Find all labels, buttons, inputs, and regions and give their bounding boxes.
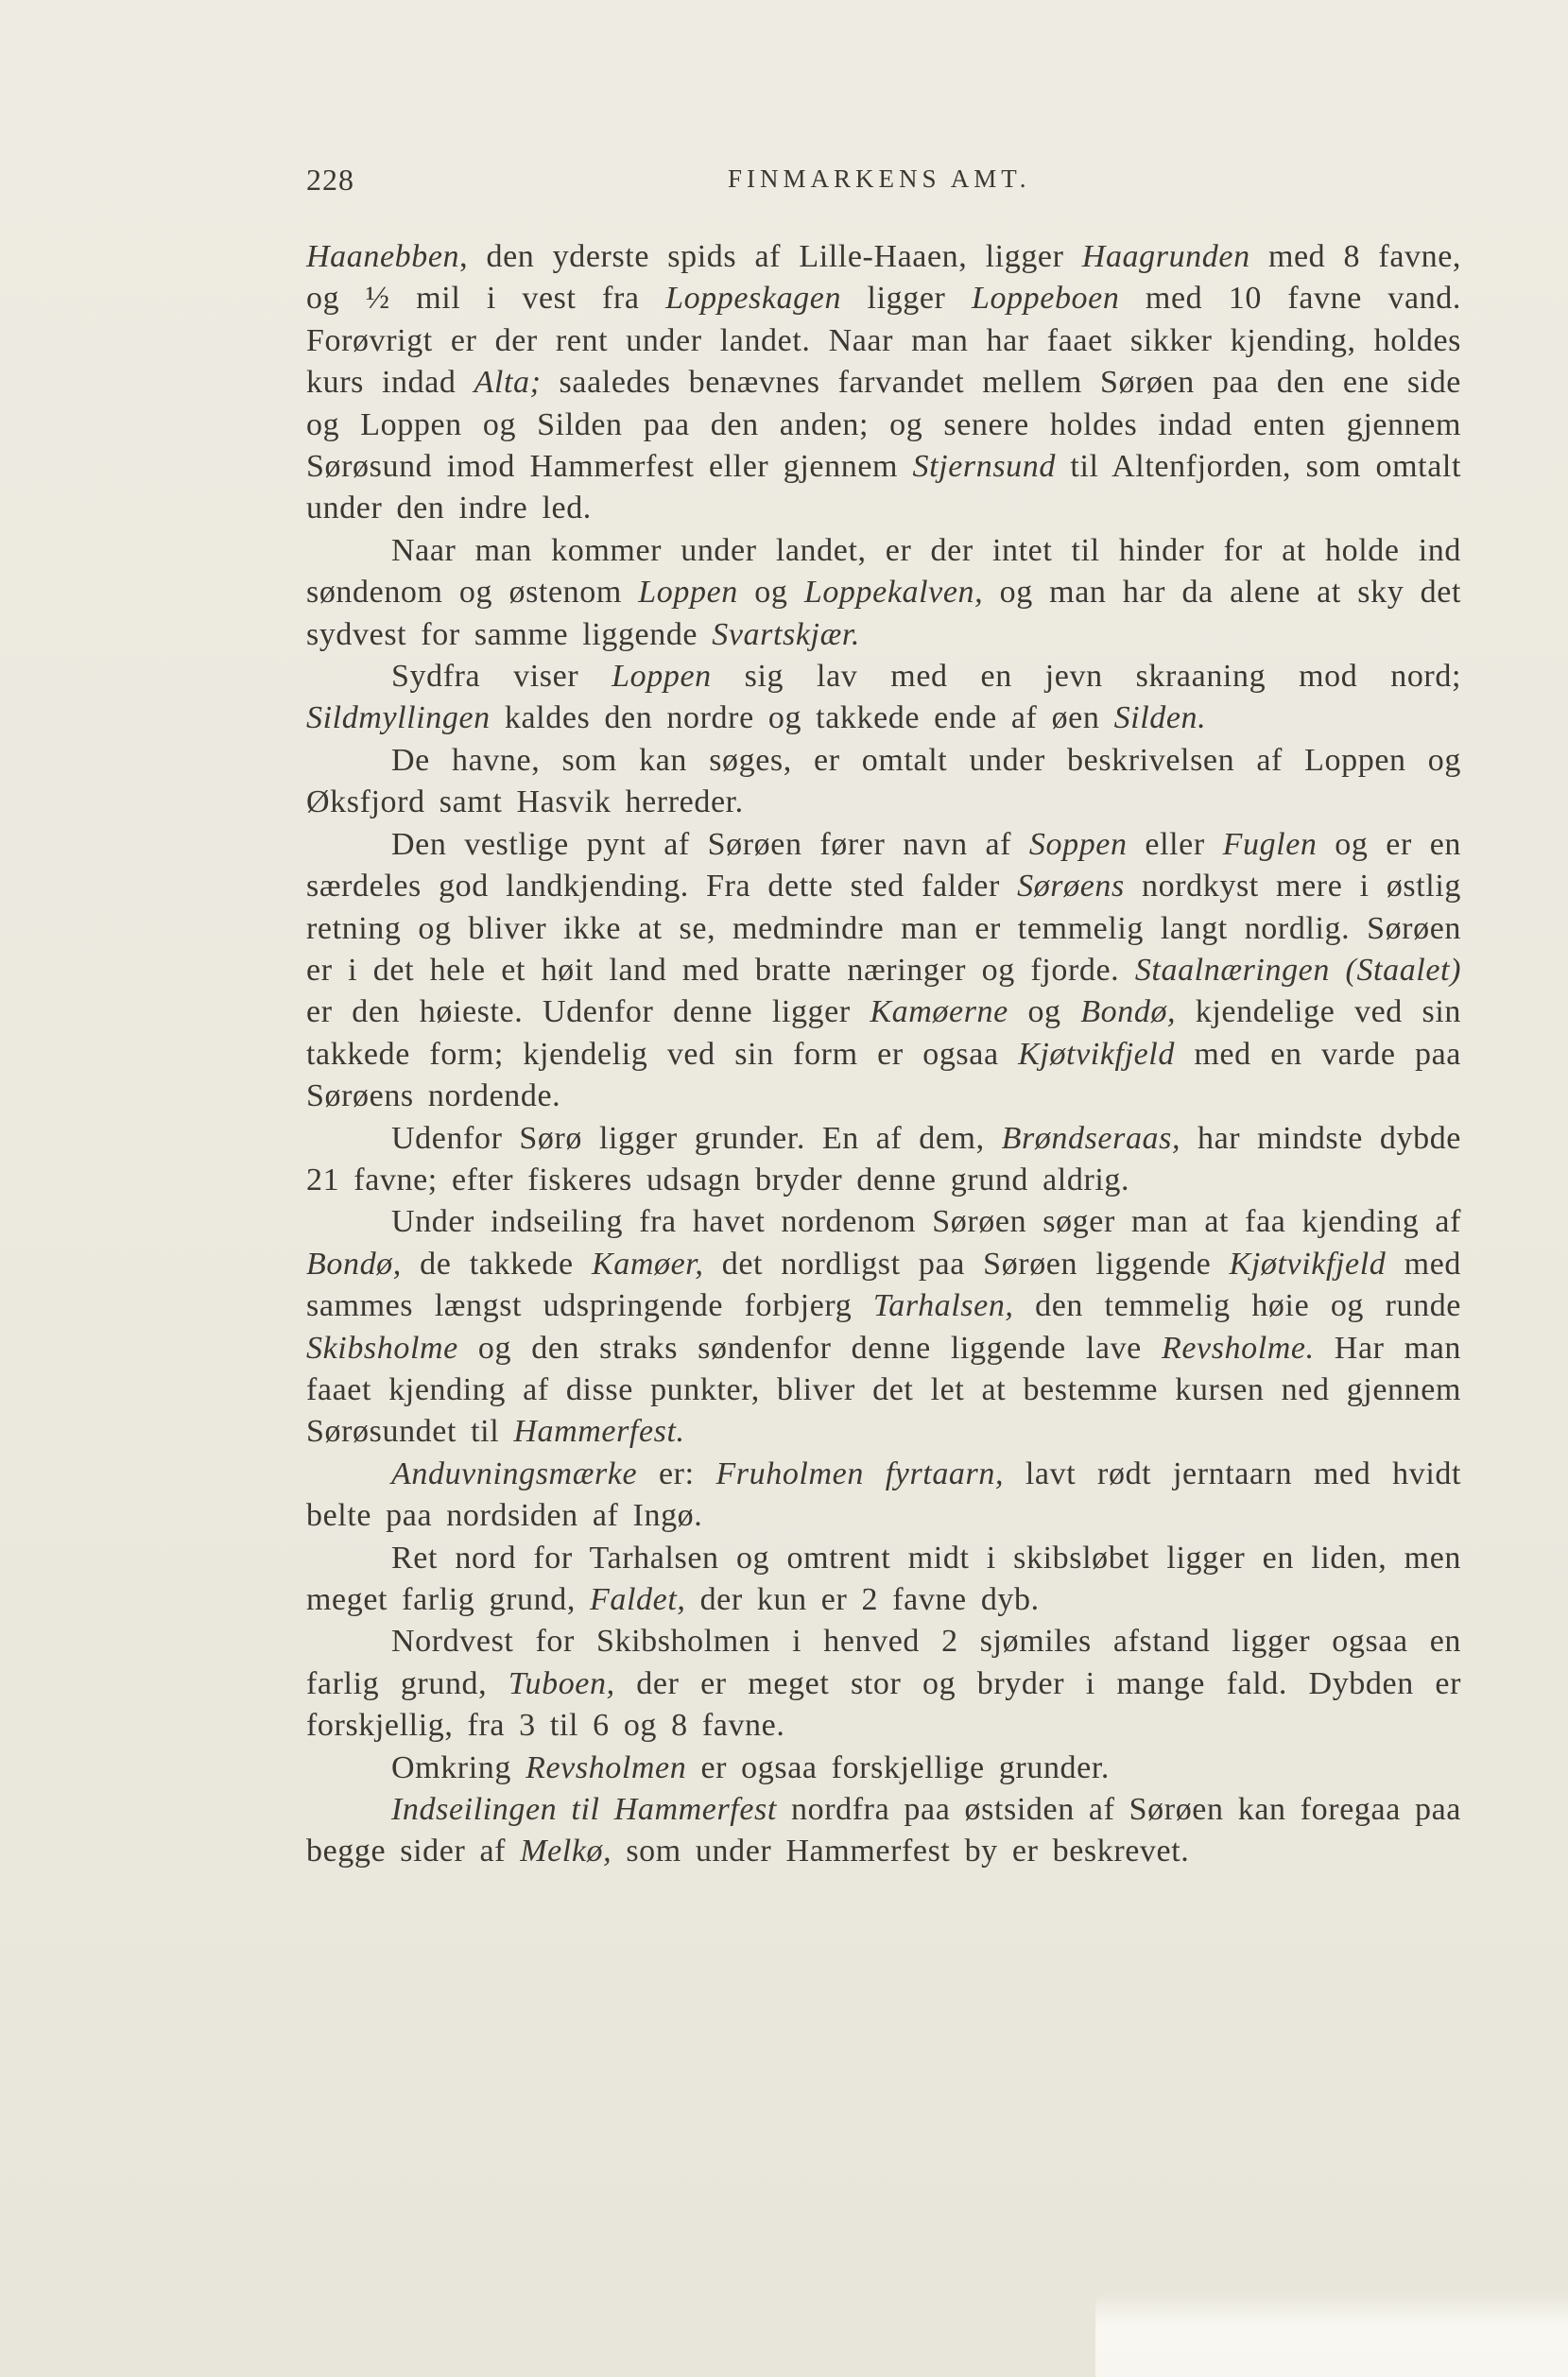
italic-term: Sildmyllingen xyxy=(306,700,491,736)
paragraph xyxy=(306,1748,1461,1789)
italic-term: Kamøerne xyxy=(870,994,1008,1030)
text-run: og den straks søndenfor denne liggende lave xyxy=(457,1330,1162,1366)
italic-term: Silden. xyxy=(1113,700,1207,736)
page-header xyxy=(306,163,1461,200)
italic-term: Loppen xyxy=(612,659,712,695)
page-corner-shade xyxy=(1095,2292,1568,2377)
italic-term: Fuglen xyxy=(1222,826,1318,862)
text-run: har mindste dybde 21 favne; efter fiskeres udsagn bryder denne grund aldrig. xyxy=(306,1120,1461,1197)
text-run: kaldes den nordre og takkede ende af øen xyxy=(490,700,1114,736)
text-run: med 8 favne, og ½ mil i vest fra xyxy=(306,239,1462,317)
italic-term: Melkø, xyxy=(520,1834,612,1869)
italic-term: Loppen xyxy=(638,575,738,611)
body-text xyxy=(306,236,1461,1873)
text-run: med sammes længst udspringende forbjerg xyxy=(306,1246,1461,1324)
text-run: De havne, som kan søges, er omtalt under beskrivelsen af Loppen og Øksfjord samt Hasvik herreder. xyxy=(306,742,1461,820)
italic-term: Sørøens xyxy=(1017,869,1125,904)
italic-term: Haanebben xyxy=(306,239,460,274)
text-run: og man har da alene at sky det sydvest for samme liggende xyxy=(306,575,1462,652)
text-run: det nordligst paa Sørøen liggende xyxy=(703,1246,1230,1282)
paragraph xyxy=(306,1118,1461,1202)
italic-term: Stjernsund xyxy=(912,449,1056,485)
text-run: kjendelige ved sin takkede form; kjendelig ved sin form er ogsaa xyxy=(306,994,1461,1072)
italic-term: Loppeskagen xyxy=(665,281,842,317)
paragraph xyxy=(306,1454,1461,1538)
italic-term: Bondø, xyxy=(306,1246,402,1282)
text-run: Har man faaet kjending af disse punkter, bliver det let at bestemme kursen ned gjennem Sørøsundet til xyxy=(306,1330,1461,1450)
text-run: og xyxy=(1008,994,1081,1030)
italic-term: Staalnæringen (Staalet) xyxy=(1134,952,1462,988)
running-head: FINMARKENS AMT. xyxy=(728,164,1031,193)
italic-term: Anduvningsmærke xyxy=(391,1455,638,1491)
text-run: Nordvest for Skibsholmen i henved 2 sjømiles afstand ligger ogsaa en farlig grund, xyxy=(306,1624,1461,1701)
italic-term: Skibsholme xyxy=(306,1330,458,1366)
italic-term: Fruholmen fyrtaarn, xyxy=(715,1455,1005,1491)
text-run: Den vestlige pynt af Sørøen fører navn af xyxy=(391,826,1029,862)
paragraph xyxy=(306,824,1461,1118)
text-run: Under indseiling fra havet nordenom Sørøen søger man at faa kjending af xyxy=(391,1204,1461,1240)
text-run: til Altenfjorden, som omtalt under den indre led. xyxy=(306,449,1461,526)
paragraph xyxy=(306,1621,1461,1747)
text-run: , den yderste spids af Lille-Haaen, ligger xyxy=(459,239,1082,274)
paragraph xyxy=(306,530,1461,656)
paragraph xyxy=(306,1201,1461,1453)
text-run: nordkyst mere i østlig retning og bliver ikke at se, medmindre man er temmelig langt nordlig. Sørøen er i det hele et høit land med bratte næringer og fjorde. xyxy=(306,869,1461,988)
text-run: sig lav med en jevn skraaning mod nord; xyxy=(711,659,1461,695)
text-run: og er en særdeles god landkjending. Fra dette sted falder xyxy=(306,826,1462,904)
text-run: Udenfor Sørø ligger grunder. En af dem, xyxy=(391,1120,1002,1156)
text-run: der kun er 2 favne dyb. xyxy=(685,1582,1040,1617)
text-run: lavt rødt jerntaarn med hvidt belte paa nordsiden af Ingø. xyxy=(306,1455,1462,1534)
paragraph xyxy=(306,1538,1461,1622)
italic-term: Faldet, xyxy=(590,1582,686,1617)
italic-term: Bondø, xyxy=(1080,994,1177,1030)
text-run: Omkring xyxy=(391,1749,526,1785)
italic-term: Kjøtvikfjeld xyxy=(1018,1036,1175,1072)
text-run: Naar man kommer under landet, er der intet til hinder for at holde ind søndenom og østenom xyxy=(306,532,1461,611)
paragraph xyxy=(306,740,1461,824)
paragraph xyxy=(306,236,1461,530)
text-run: ligger xyxy=(841,281,972,317)
text-run: som under Hammerfest by er beskrevet. xyxy=(612,1834,1190,1869)
paragraph xyxy=(306,656,1461,740)
text-run: er den høieste. Udenfor denne ligger xyxy=(306,994,870,1030)
page-number: 228 xyxy=(306,163,354,197)
italic-term: Haagrunden xyxy=(1081,239,1250,274)
italic-term: Svartskjær. xyxy=(712,616,861,652)
text-run: den temmelig høie og runde xyxy=(1013,1288,1462,1324)
text-run: med en varde paa Sørøens nordende. xyxy=(306,1036,1461,1114)
italic-term: Tuboen, xyxy=(508,1665,615,1701)
text-run: Ret nord for Tarhalsen og omtrent midt i skibsløbet ligger en liden, men meget farlig grund, xyxy=(306,1540,1461,1617)
text-run: med 10 favne vand. Forøvrigt er der rent under landet. Naar man har faaet sikker kjending, holdes kurs indad xyxy=(306,281,1461,401)
italic-term: Hammerfest. xyxy=(513,1414,685,1450)
paragraph xyxy=(306,1789,1461,1873)
text-run: Sydfra viser xyxy=(391,659,612,695)
text-run: der er meget stor og bryder i mange fald. Dybden er forskjellig, fra 3 til 6 og 8 favne. xyxy=(306,1665,1462,1744)
text-run: de takkede xyxy=(401,1246,592,1282)
text-run: er: xyxy=(637,1455,716,1491)
text-run: er ogsaa forskjellige grunder. xyxy=(686,1749,1110,1785)
italic-term: Loppekalven, xyxy=(803,575,984,611)
text-run: saaledes benævnes farvandet mellem Sørøen paa den ene side og Loppen og Silden paa den anden; og senere holdes indad enten gjennem Sørøsund imod Hammerfest eller gjennem xyxy=(306,365,1461,485)
text-run: og xyxy=(737,575,804,611)
italic-term: Revsholmen xyxy=(526,1749,687,1785)
italic-term: Indseilingen til Hammerfest xyxy=(391,1792,777,1828)
italic-term: Soppen xyxy=(1028,826,1128,862)
italic-term: Brøndseraas, xyxy=(1001,1120,1181,1156)
italic-term: Alta; xyxy=(474,365,542,401)
italic-term: Revsholme. xyxy=(1161,1330,1315,1366)
italic-term: Kjøtvikfjeld xyxy=(1229,1246,1387,1282)
text-run: eller xyxy=(1127,826,1223,862)
italic-term: Tarhalsen, xyxy=(872,1288,1014,1324)
text-run: nordfra paa østsiden af Sørøen kan foregaa paa begge sider af xyxy=(306,1792,1462,1869)
italic-term: Kamøer, xyxy=(591,1246,704,1282)
italic-term: Loppeboen xyxy=(971,281,1120,317)
